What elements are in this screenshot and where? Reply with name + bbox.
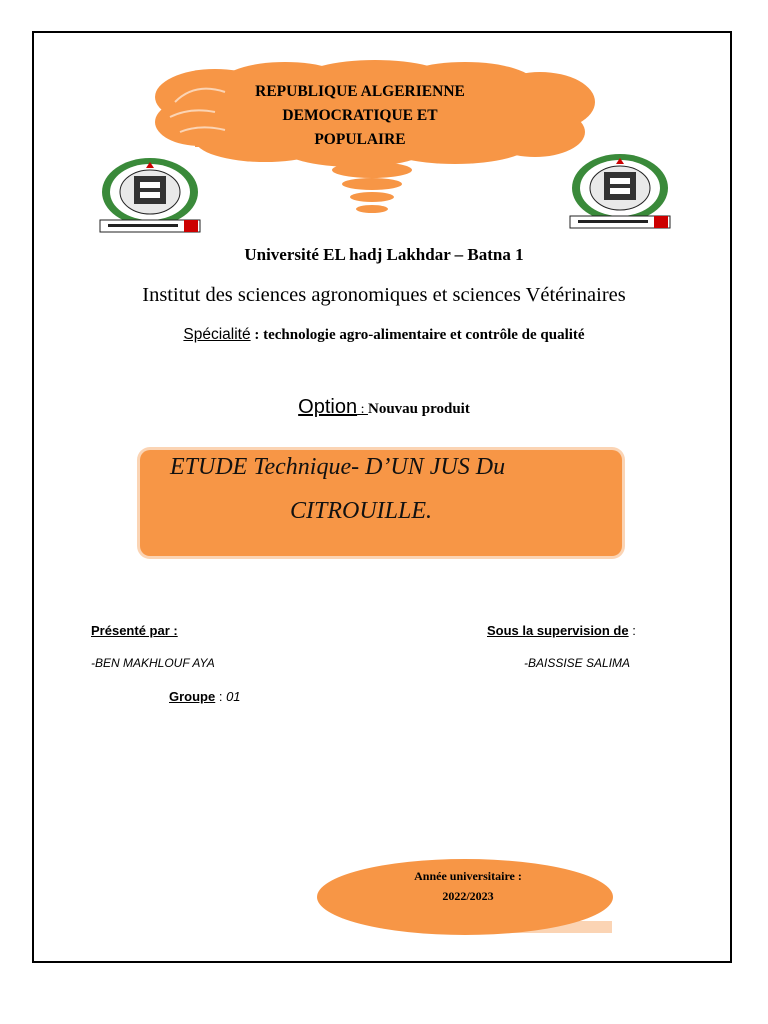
specialite-label: Spécialité [183,326,251,343]
specialite-value: technologie agro-alimentaire et contrôle de qualité [263,327,585,343]
republic-line-3: POPULAIRE [314,131,406,148]
option-value: Nouvau produit [367,401,470,417]
republic-line-2: DEMOCRATIQUE ET [282,107,438,124]
supervision-line [487,623,636,638]
student-name: -BEN MAKHLOUF AYA [91,656,215,670]
presented-by-label: Présenté par : [91,623,178,638]
specialite-separator: : [250,327,264,343]
specialite-line [0,326,768,344]
university-logo-icon [564,152,676,232]
option-label: Option [298,396,358,418]
option-line [0,396,768,419]
republic-title [230,80,490,148]
thesis-title-box [140,450,622,556]
groupe-value: 01 [226,689,241,704]
option-separator: : [357,402,368,417]
supervision-colon: : [628,623,636,638]
institute-name: Institut des sciences agronomiques et sciences Vétérinaires [142,284,626,306]
supervision-label: Sous la supervision de [487,623,629,638]
groupe-line [169,689,241,704]
supervisor-name: -BAISSISE SALIMA [524,656,631,670]
thesis-title-line-1: ETUDE Technique- D’UN JUS Du [170,454,506,480]
university-logo-icon [94,156,206,236]
republic-line-1: REPUBLIQUE ALGERIENNE [255,83,465,100]
academic-year [318,866,618,906]
academic-year-value: 2022/2023 [442,889,494,903]
groupe-label: Groupe [169,689,216,704]
university-name: Université EL hadj Lakhdar – Batna 1 [244,245,524,264]
academic-year-label: Année universitaire : [414,869,522,883]
thesis-title-line-2: CITROUILLE. [290,498,433,524]
groupe-separator: : [215,689,227,704]
